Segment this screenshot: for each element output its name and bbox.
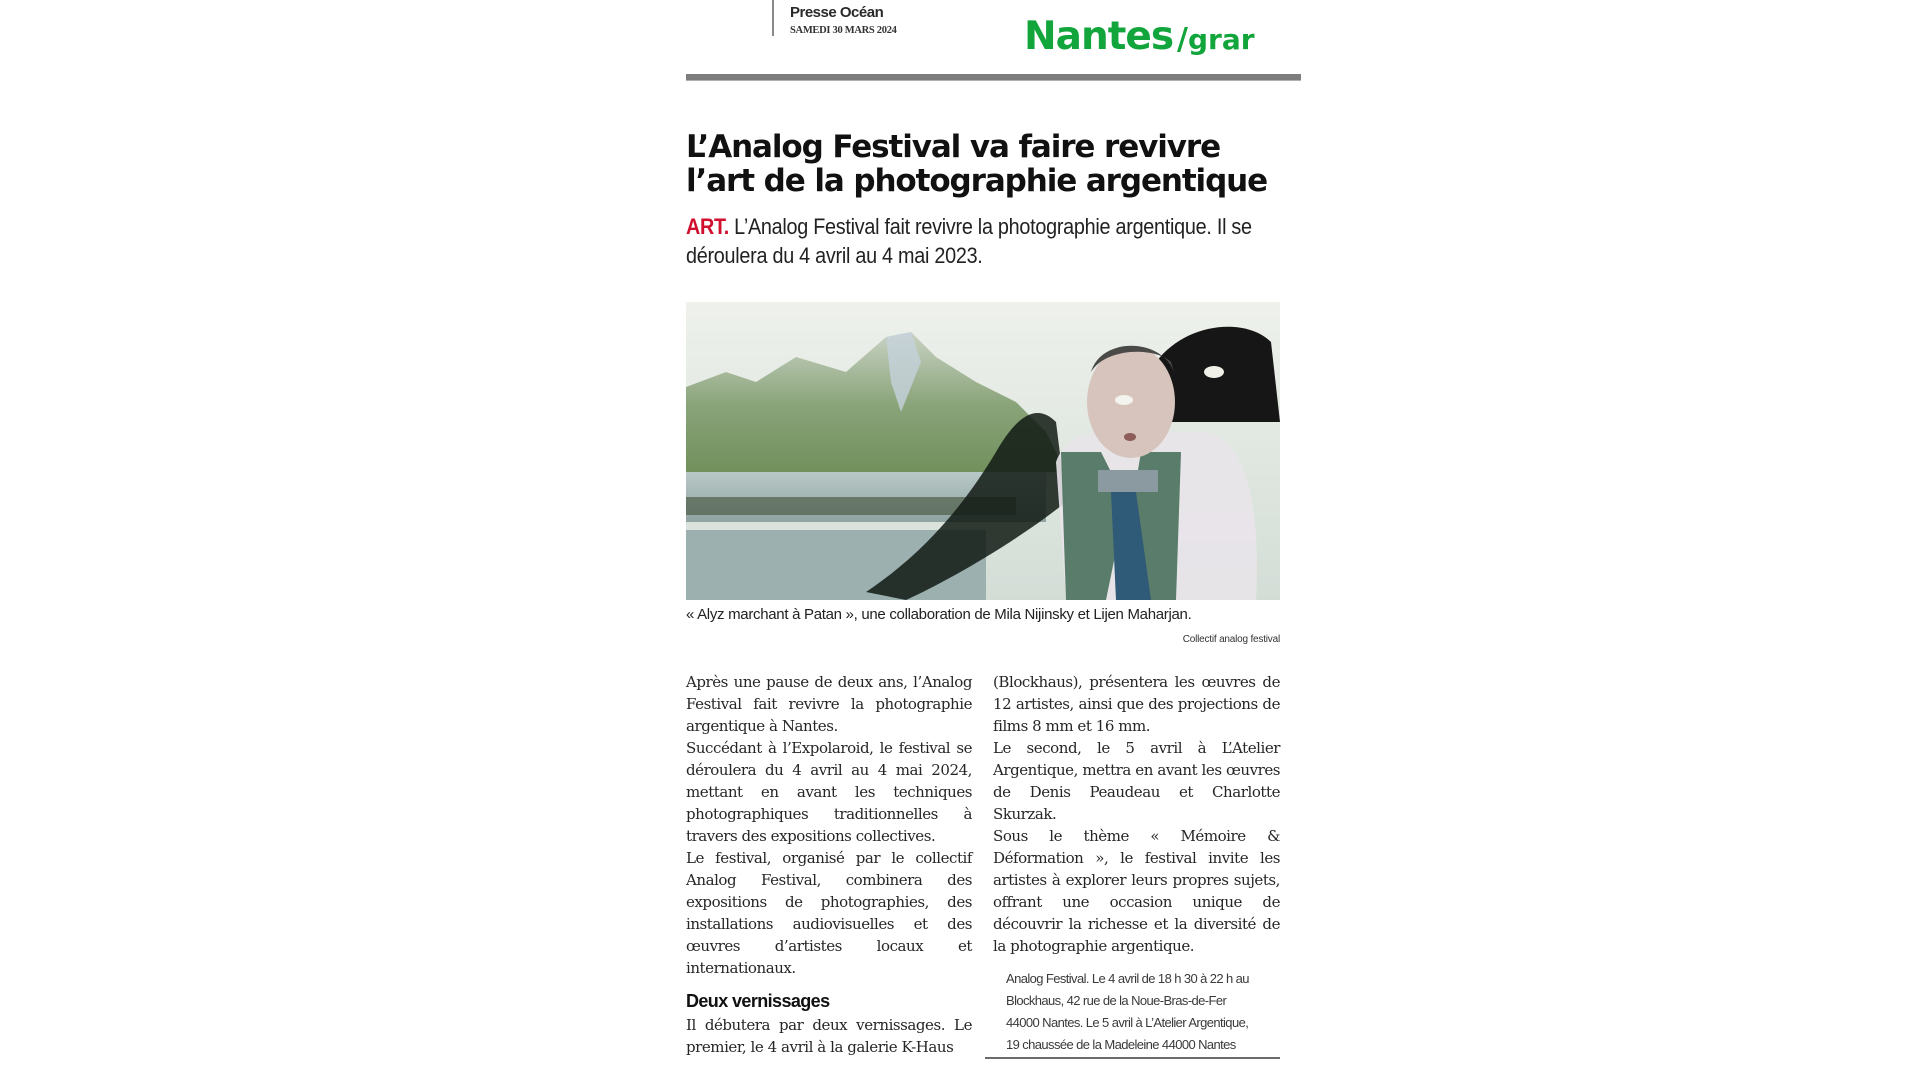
section-city: Nantes [1024, 14, 1174, 59]
info-line: Analog Festival. Le 4 avril de 18 h 30 à 22 h au [1006, 971, 1249, 986]
figure-eye [1204, 366, 1224, 378]
house-overlay [1098, 470, 1158, 492]
event-info-box [1006, 968, 1286, 1056]
headline-line-2: l’art de la photographie argentique [686, 163, 1268, 199]
paragraph: Il débutera par deux vernissages. Le premier, le 4 avril à la galerie K-Haus [686, 1016, 972, 1056]
child-eye [1115, 395, 1133, 405]
info-line: Blockhaus, 42 rue de la Noue-Bras-de-Fer [1006, 993, 1227, 1008]
info-box-rule [985, 1057, 1280, 1059]
child-mouth [1124, 433, 1136, 441]
photo-illustration [686, 302, 1280, 600]
header-divider [772, 0, 774, 36]
photo-caption: « Alyz marchant à Patan », une collaboration de Mila Nijinsky et Lijen Maharjan. [686, 606, 1192, 623]
header-rule [686, 74, 1301, 81]
paragraph: Le second, le 5 avril à L’Atelier Argentique, mettra en avant les œuvres de Denis Peaudeau et Charlotte Skurzak. [993, 739, 1280, 823]
section-separator: / [1177, 22, 1188, 57]
headline-line-1: L’Analog Festival va faire revivre [686, 129, 1220, 165]
info-line: 44000 Nantes. Le 5 avril à L’Atelier Argentique, [1006, 1015, 1249, 1030]
deck-text: L’Analog Festival fait revivre la photographie argentique. Il se déroulera du 4 avril au 4 mai 2023. [686, 214, 1252, 268]
photo-credit: Collectif analog festival [1182, 634, 1280, 645]
section-title [1024, 14, 1255, 59]
paragraph: (Blockhaus), présentera les œuvres de 12 artistes, ainsi que des projections de films 8 mm et 16 mm. [993, 673, 1280, 735]
article-column-2 [993, 671, 1280, 957]
section-subtitle: grar [1188, 23, 1255, 56]
article-photo [686, 302, 1280, 600]
paragraph: Après une pause de deux ans, l’Analog Festival fait revivre la photographie argentique à Nantes. [686, 673, 972, 735]
article-column-1 [686, 671, 972, 1058]
article-headline [686, 130, 1306, 198]
paragraph: Le festival, organisé par le collectif Analog Festival, combinera des expositions de photographies, des installations audiovisuelles et des œuvres d’artistes locaux et internationaux. [686, 849, 972, 977]
paragraph: Succédant à l’Expolaroid, le festival se déroulera du 4 avril au 4 mai 2024, mettant en avant les techniques photographiques traditionnelles à travers des expositions collectives. [686, 739, 972, 845]
article-deck [686, 212, 1307, 270]
issue-date: SAMEDI 30 MARS 2024 [790, 25, 897, 36]
deck-kicker: ART. [686, 214, 729, 239]
info-line: 19 chaussée de la Madeleine 44000 Nantes [1006, 1037, 1236, 1052]
article-subhead: Deux vernissages [686, 991, 830, 1011]
publication-name: Presse Océan [790, 4, 884, 21]
section-banner [1000, 0, 1300, 72]
paragraph: Sous le thème « Mémoire & Déformation », le festival invite les artistes à explorer leurs propres sujets, offrant une occasion unique de découvrir la richesse et la diversité de la photographie argentique. [993, 827, 1280, 955]
